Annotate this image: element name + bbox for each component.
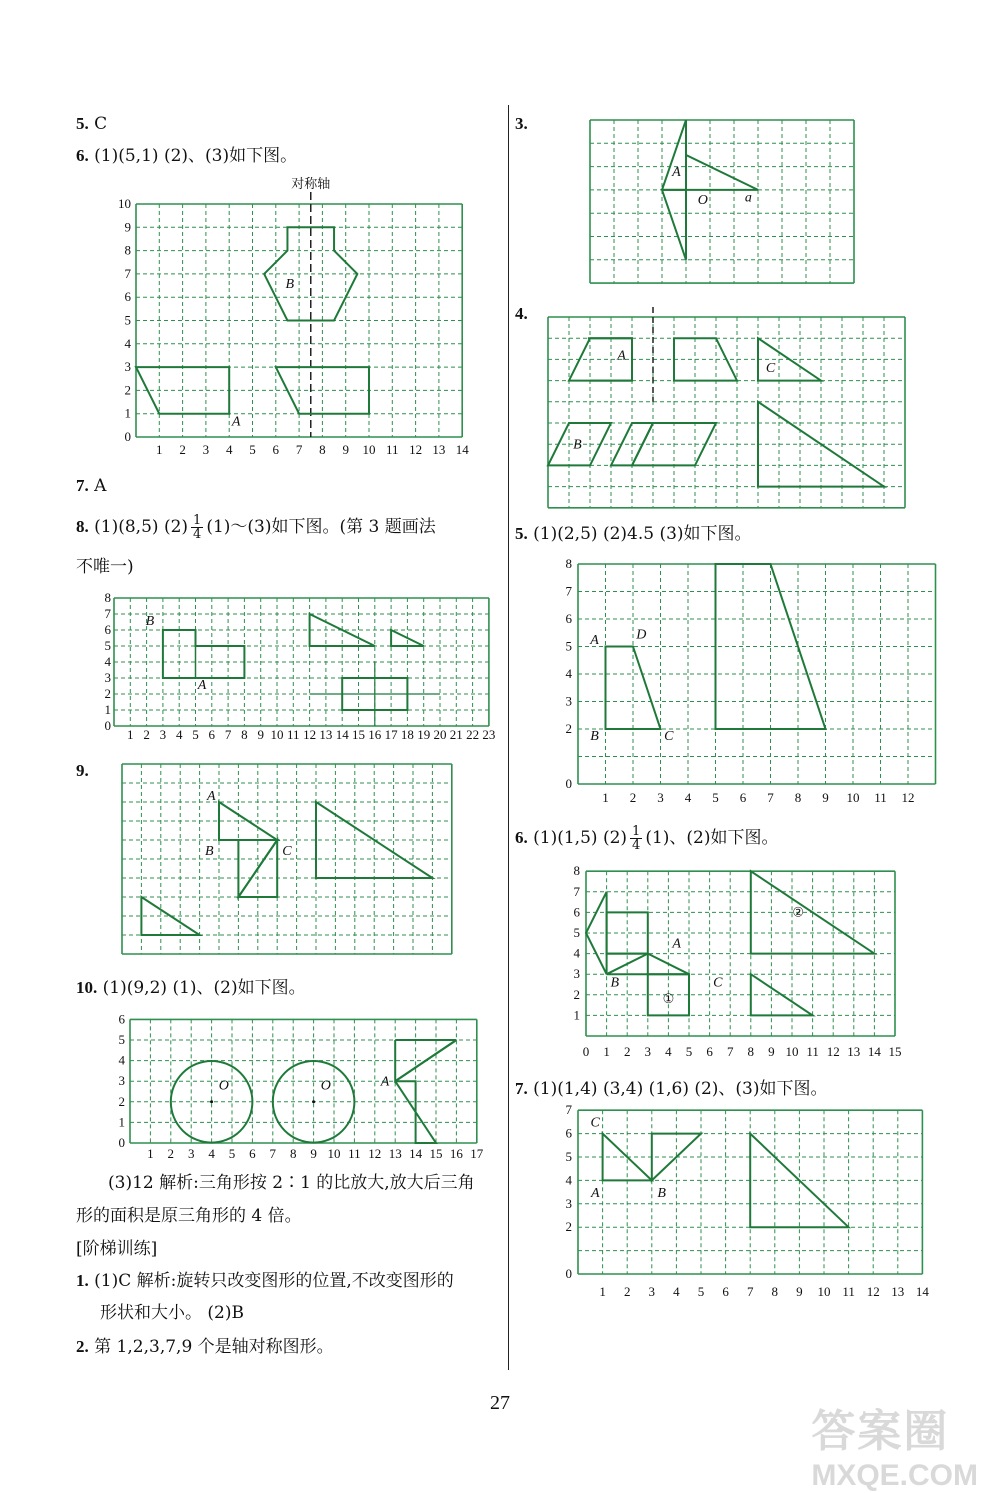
x-tick-label: 4 <box>684 790 692 805</box>
x-tick-label: 8 <box>241 727 248 742</box>
x-tick-label: 14 <box>915 1284 929 1299</box>
point-B: B <box>610 975 620 991</box>
x-tick-label: 8 <box>747 1044 755 1059</box>
y-tick-label: 3 <box>118 1073 125 1089</box>
x-tick-label: 9 <box>822 790 829 805</box>
x-tick-label: 3 <box>159 727 167 742</box>
point-A: A <box>206 789 216 805</box>
y-tick-label: 1 <box>573 1007 580 1023</box>
x-tick-label: 1 <box>147 1146 154 1161</box>
x-tick-label: 5 <box>192 727 199 742</box>
y-tick-label: 10 <box>118 196 131 211</box>
x-tick-label: 2 <box>179 442 186 457</box>
q7: 7. A <box>76 476 107 496</box>
r6-figure <box>566 863 916 1066</box>
y-tick-label: 6 <box>573 904 580 920</box>
y-tick-label: 5 <box>104 638 111 653</box>
x-tick-label: 1 <box>599 1284 606 1299</box>
x-tick-label: 6 <box>706 1044 713 1059</box>
x-tick-label: 19 <box>417 727 431 742</box>
x-tick-label: 14 <box>455 442 469 457</box>
x-tick-label: 12 <box>826 1044 840 1059</box>
x-tick-label: 10 <box>817 1284 831 1299</box>
x-tick-label: 9 <box>342 442 349 457</box>
column-divider <box>508 105 509 1370</box>
x-tick-label: 4 <box>665 1044 672 1059</box>
y-tick-label: 8 <box>124 242 131 258</box>
x-tick-label: 0 <box>582 1044 590 1059</box>
t1-line2: 形状和大小。 (2)B <box>100 1303 244 1323</box>
q10-note1: (3)12 解析:三角形按 2∶1 的比放大,放大后三角 <box>108 1173 475 1193</box>
x-tick-label: 9 <box>796 1284 803 1299</box>
x-tick-label: 11 <box>806 1044 819 1059</box>
x-tick-label: 4 <box>208 1146 215 1161</box>
x-tick-label: 11 <box>386 442 399 457</box>
x-tick-label: 8 <box>771 1284 779 1299</box>
y-tick-label: 1 <box>118 1114 125 1130</box>
x-tick-label: 14 <box>867 1044 881 1059</box>
x-tick-label: 1 <box>602 790 609 805</box>
x-tick-label: 6 <box>208 727 216 742</box>
y-tick-label: 4 <box>104 654 111 669</box>
x-tick-label: 15 <box>352 727 365 742</box>
x-tick-label: 16 <box>449 1146 463 1161</box>
x-tick-label: 12 <box>303 727 317 742</box>
y-tick-label: 2 <box>124 382 131 398</box>
point-B: B <box>573 437 582 453</box>
y-tick-label: 6 <box>124 289 131 305</box>
r4-figure <box>546 307 906 509</box>
x-tick-label: 7 <box>269 1146 277 1161</box>
x-tick-label: 11 <box>842 1284 855 1299</box>
x-tick-label: 11 <box>287 727 300 742</box>
x-tick-label: 12 <box>368 1146 382 1161</box>
y-tick-label: 5 <box>124 312 131 328</box>
x-tick-label: 1 <box>127 727 134 742</box>
x-tick-label: 2 <box>629 790 637 805</box>
y-tick-label: 3 <box>124 359 131 375</box>
y-tick-label: 7 <box>565 1102 572 1118</box>
x-tick-label: 10 <box>846 790 860 805</box>
point-A: A <box>672 936 681 952</box>
x-tick-label: 11 <box>348 1146 361 1161</box>
point-A: A <box>231 414 241 430</box>
y-tick-label: 0 <box>565 1266 572 1281</box>
y-tick-label: 2 <box>565 1219 572 1235</box>
x-tick-label: 9 <box>257 727 264 742</box>
q9-figure <box>120 762 455 957</box>
q8-cont: 不唯一) <box>76 557 134 577</box>
r3-figure <box>588 118 860 286</box>
x-tick-label: 11 <box>874 790 887 805</box>
square-upper <box>607 912 648 953</box>
y-tick-label: 8 <box>573 863 580 879</box>
center-dot-2 <box>312 1100 315 1103</box>
section-title: [阶梯训练] <box>76 1239 158 1259</box>
x-tick-label: 15 <box>888 1044 902 1059</box>
x-tick-label: 3 <box>657 790 664 805</box>
y-tick-label: 6 <box>118 1011 125 1027</box>
y-tick-label: 5 <box>573 925 580 940</box>
center-dot-1 <box>210 1100 213 1103</box>
x-tick-label: 4 <box>175 727 183 742</box>
q8-figure <box>96 592 496 742</box>
r6: 6. (1)(1,5) (2) $\frac{1}{4}$ (1)、(2)如下图。 <box>515 824 779 853</box>
point-B: B <box>205 844 214 860</box>
y-tick-label: 3 <box>573 966 580 982</box>
point-C: C <box>664 729 674 744</box>
q5: 5. C <box>76 114 108 134</box>
x-tick-label: 3 <box>187 1146 195 1161</box>
point-a: a <box>744 190 752 206</box>
x-tick-label: 10 <box>785 1044 799 1059</box>
x-tick-label: 14 <box>335 727 349 742</box>
x-tick-label: 2 <box>623 1284 631 1299</box>
point-A: A <box>380 1074 390 1090</box>
triangle-right <box>686 155 758 190</box>
x-tick-label: 5 <box>228 1146 236 1161</box>
watermark: 答案圈 MXQE.COM <box>811 1407 978 1492</box>
x-tick-label: 9 <box>768 1044 775 1059</box>
t2: 2. 第 1,2,3,7,9 个是轴对称图形。 <box>76 1337 334 1357</box>
x-tick-label: 13 <box>388 1146 402 1161</box>
x-tick-label: 22 <box>466 727 480 742</box>
x-tick-label: 5 <box>249 442 256 457</box>
y-tick-label: 0 <box>124 429 131 444</box>
y-tick-label: 5 <box>565 1149 572 1164</box>
x-tick-label: 7 <box>767 790 774 805</box>
point-C: C <box>282 844 292 860</box>
q6: 6. (1)(5,1) (2)、(3)如下图。 <box>76 146 298 166</box>
y-tick-label: 4 <box>565 666 572 681</box>
y-tick-label: 2 <box>565 721 572 736</box>
point-A: A <box>590 632 599 648</box>
t1-line1: 1. (1)C 解析:旋转只改变图形的位置,不改变图形的 <box>76 1271 454 1291</box>
y-tick-label: 0 <box>104 718 111 733</box>
point-O-2: O <box>320 1078 331 1094</box>
point-A: A <box>197 678 207 694</box>
point-O-1: O <box>218 1078 229 1094</box>
point-B: B <box>285 276 295 292</box>
q6-figure <box>110 176 490 460</box>
point-O: O <box>697 192 708 208</box>
x-tick-label: 5 <box>685 1044 693 1059</box>
x-tick-label: 1 <box>603 1044 610 1059</box>
r4: 4. <box>515 304 528 323</box>
x-tick-label: 7 <box>224 727 232 742</box>
point-B: B <box>145 614 155 630</box>
y-tick-label: 9 <box>124 219 131 235</box>
x-tick-label: 20 <box>433 727 447 742</box>
y-tick-label: 2 <box>118 1093 125 1109</box>
x-tick-label: 10 <box>270 727 284 742</box>
x-tick-label: 3 <box>202 442 210 457</box>
x-tick-label: 7 <box>746 1284 754 1299</box>
y-tick-label: 5 <box>565 638 572 654</box>
y-tick-label: 3 <box>565 693 572 709</box>
x-tick-label: 6 <box>739 790 747 805</box>
point-B: B <box>590 729 599 744</box>
y-tick-label: 1 <box>104 702 111 717</box>
x-tick-label: 15 <box>429 1146 443 1161</box>
y-tick-label: 6 <box>104 622 111 637</box>
y-tick-label: 2 <box>104 686 111 701</box>
r5: 5. (1)(2,5) (2)4.5 (3)如下图。 <box>515 524 752 544</box>
y-tick-label: 1 <box>124 405 131 421</box>
x-tick-label: 2 <box>143 727 150 742</box>
r6-fraction: $\frac{1}{4}$ <box>632 824 641 853</box>
x-tick-label: 6 <box>272 442 280 457</box>
x-tick-label: 8 <box>289 1146 297 1161</box>
y-tick-label: 3 <box>104 670 111 685</box>
x-tick-label: 7 <box>295 442 303 457</box>
y-tick-label: 3 <box>565 1195 572 1211</box>
r3: 3. <box>515 114 528 133</box>
x-tick-label: 2 <box>623 1044 631 1059</box>
q8-fraction: $\frac{1}{4}$ <box>193 513 202 542</box>
point-C: C <box>590 1115 600 1131</box>
y-tick-label: 6 <box>565 1125 572 1141</box>
y-tick-label: 4 <box>573 945 580 961</box>
y-tick-label: 0 <box>118 1135 125 1150</box>
q10: 10. (1)(9,2) (1)、(2)如下图。 <box>76 978 306 998</box>
x-tick-label: 8 <box>794 790 802 805</box>
q8: 8. (1)(8,5) (2) $\frac{1}{4}$ (1)～(3)如下图。(第 3 题画法 <box>76 513 436 542</box>
x-tick-label: 12 <box>866 1284 880 1299</box>
x-tick-label: 4 <box>225 442 233 457</box>
page-number: 27 <box>490 1392 510 1414</box>
r5-figure <box>556 555 926 805</box>
x-tick-label: 10 <box>327 1146 341 1161</box>
y-tick-label: 5 <box>118 1032 125 1047</box>
x-tick-label: 7 <box>726 1044 734 1059</box>
axis-label: 对称轴 <box>291 176 331 191</box>
y-tick-label: 7 <box>565 583 572 599</box>
x-tick-label: 9 <box>310 1146 317 1161</box>
r7-figure <box>560 1102 930 1308</box>
y-tick-label: 7 <box>573 883 580 899</box>
point-A: A <box>672 164 681 180</box>
x-tick-label: 5 <box>697 1284 705 1299</box>
y-tick-label: 0 <box>565 776 572 791</box>
point-C: C <box>765 361 776 377</box>
x-tick-label: 23 <box>482 727 496 742</box>
x-tick-label: 4 <box>673 1284 680 1299</box>
y-tick-label: 7 <box>124 265 131 281</box>
x-tick-label: 17 <box>384 727 398 742</box>
y-tick-label: 8 <box>565 556 572 571</box>
point-B: B <box>657 1185 666 1201</box>
x-tick-label: 13 <box>319 727 333 742</box>
y-tick-label: 4 <box>118 1052 125 1068</box>
point-A: A <box>617 348 626 364</box>
y-tick-label: 4 <box>124 335 131 351</box>
x-tick-label: 12 <box>901 790 915 805</box>
x-tick-label: 3 <box>644 1044 652 1059</box>
x-tick-label: 14 <box>409 1146 423 1161</box>
triangle-bottom-left <box>662 190 686 260</box>
mark-2: ② <box>792 904 805 920</box>
x-tick-label: 6 <box>722 1284 729 1299</box>
triangle-lower <box>395 1081 436 1143</box>
point-D: D <box>636 627 647 643</box>
L-shape <box>163 630 245 678</box>
x-tick-label: 8 <box>319 442 326 457</box>
y-tick-label: 7 <box>104 606 111 621</box>
point-A: A <box>590 1185 600 1201</box>
x-tick-label: 13 <box>432 442 446 457</box>
x-tick-label: 13 <box>891 1284 905 1299</box>
x-tick-label: 12 <box>409 442 423 457</box>
q9: 9. <box>76 761 89 780</box>
x-tick-label: 13 <box>847 1044 861 1059</box>
r7: 7. (1)(1,4) (3,4) (1,6) (2)、(3)如下图。 <box>515 1079 828 1099</box>
x-tick-label: 3 <box>648 1284 656 1299</box>
point-C: C <box>713 975 723 991</box>
mark-1: ① <box>662 991 675 1007</box>
x-tick-label: 6 <box>249 1146 256 1161</box>
x-tick-label: 21 <box>449 727 463 742</box>
q10-note2: 形的面积是原三角形的 4 倍。 <box>76 1206 302 1226</box>
q10-figure <box>110 1010 490 1160</box>
x-tick-label: 1 <box>156 442 163 457</box>
y-tick-label: 6 <box>565 611 572 626</box>
y-tick-label: 8 <box>104 590 111 605</box>
y-tick-label: 2 <box>573 986 580 1002</box>
x-tick-label: 18 <box>400 727 414 742</box>
x-tick-label: 2 <box>167 1146 175 1161</box>
x-tick-label: 5 <box>712 790 719 805</box>
y-tick-label: 4 <box>565 1172 572 1188</box>
x-tick-label: 17 <box>470 1146 484 1161</box>
x-tick-label: 16 <box>368 727 382 742</box>
x-tick-label: 10 <box>362 442 376 457</box>
